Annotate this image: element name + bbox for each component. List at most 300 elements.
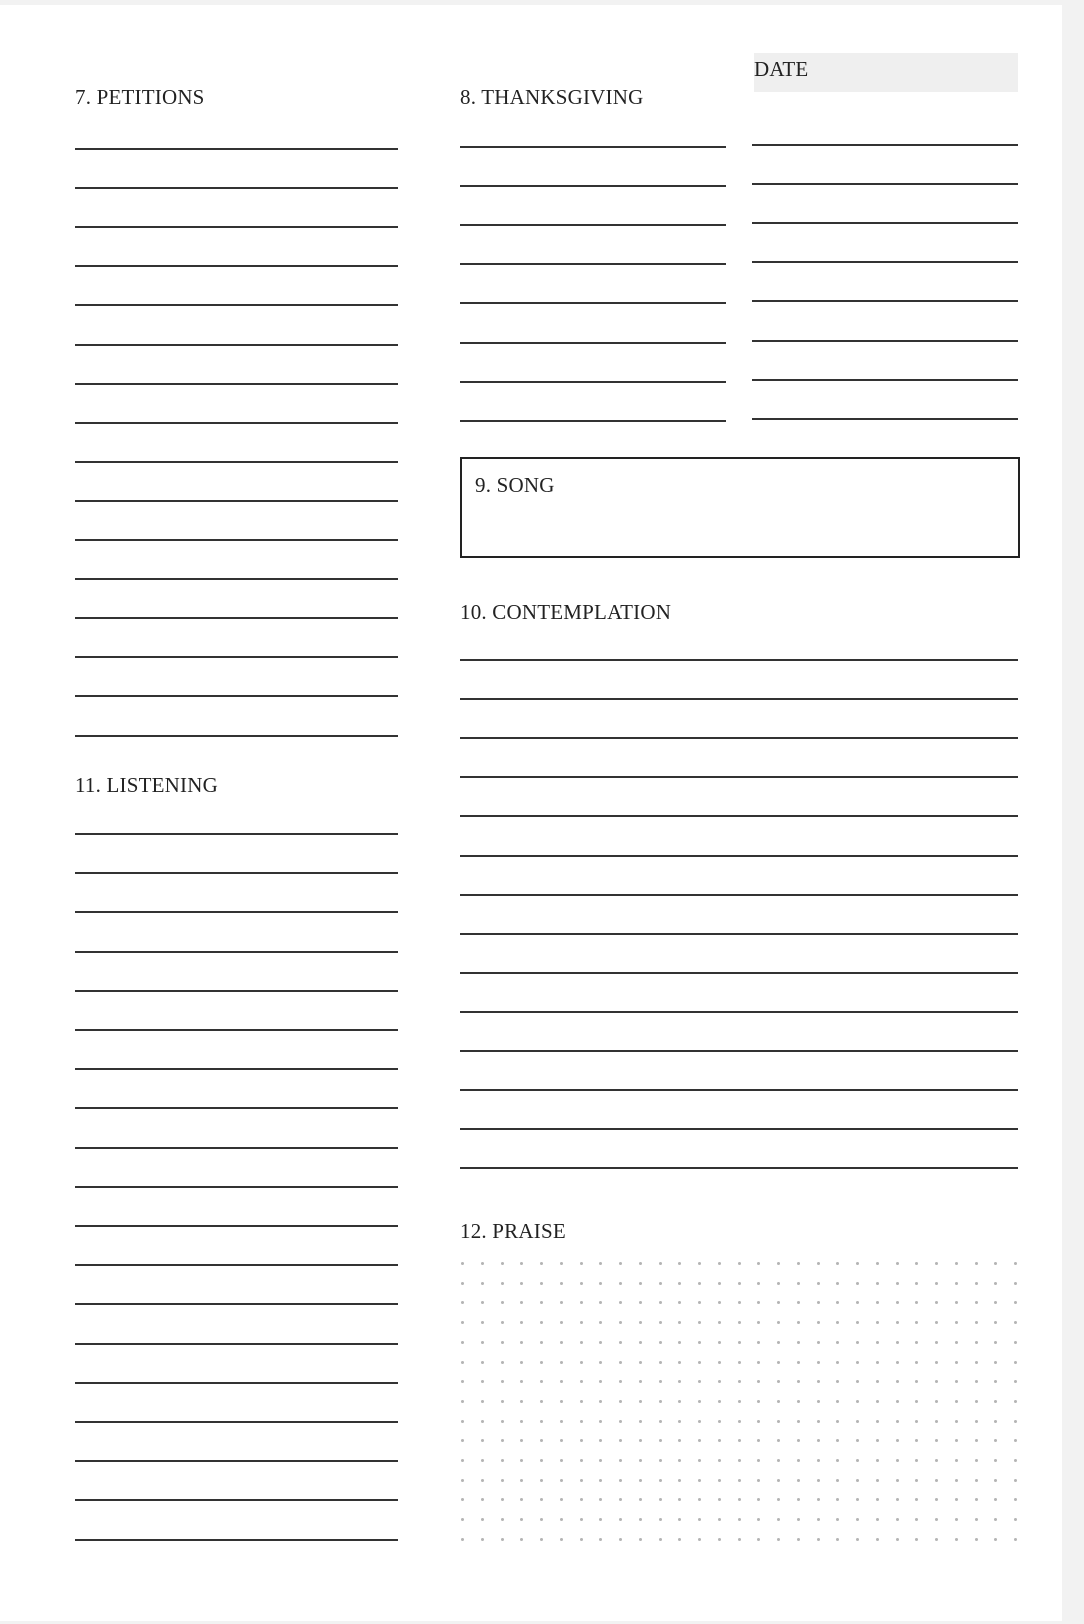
grid-dot [639, 1341, 642, 1344]
grid-dot [757, 1538, 760, 1541]
grid-dot [817, 1262, 820, 1265]
grid-dot [994, 1420, 997, 1423]
grid-dot [718, 1262, 721, 1265]
grid-dot [461, 1361, 464, 1364]
grid-dot [698, 1498, 701, 1501]
grid-dot [777, 1361, 780, 1364]
writing-line[interactable] [460, 224, 726, 226]
grid-dot [738, 1361, 741, 1364]
grid-dot [540, 1380, 543, 1383]
grid-dot [639, 1498, 642, 1501]
writing-line[interactable] [75, 1068, 398, 1070]
writing-line[interactable] [75, 422, 398, 424]
grid-dot [520, 1321, 523, 1324]
writing-line[interactable] [75, 1107, 398, 1109]
grid-dot [777, 1420, 780, 1423]
grid-dot [540, 1479, 543, 1482]
grid-dot [659, 1262, 662, 1265]
writing-line[interactable] [75, 187, 398, 189]
grid-dot [461, 1479, 464, 1482]
grid-dot [580, 1380, 583, 1383]
grid-dot [817, 1538, 820, 1541]
grid-dot [757, 1361, 760, 1364]
grid-dot [856, 1380, 859, 1383]
writing-line[interactable] [75, 1460, 398, 1462]
grid-dot [876, 1282, 879, 1285]
grid-dot [955, 1380, 958, 1383]
grid-dot [935, 1518, 938, 1521]
grid-dot [757, 1479, 760, 1482]
grid-dot [915, 1439, 918, 1442]
grid-dot [619, 1341, 622, 1344]
grid-dot [599, 1262, 602, 1265]
song-heading: 9. SONG [475, 473, 555, 497]
writing-line[interactable] [460, 776, 1018, 778]
grid-dot [560, 1361, 563, 1364]
writing-line[interactable] [460, 185, 726, 187]
writing-line[interactable] [75, 911, 398, 913]
grid-dot [777, 1538, 780, 1541]
writing-line[interactable] [75, 148, 398, 150]
grid-dot [1014, 1301, 1017, 1304]
writing-line[interactable] [75, 656, 398, 658]
listening-heading: 11. LISTENING [75, 773, 218, 797]
grid-dot [738, 1459, 741, 1462]
grid-dot [639, 1321, 642, 1324]
grid-dot [698, 1341, 701, 1344]
grid-dot [994, 1498, 997, 1501]
writing-line[interactable] [75, 265, 398, 267]
grid-dot [698, 1321, 701, 1324]
writing-line[interactable] [75, 951, 398, 953]
grid-dot [501, 1341, 504, 1344]
writing-line[interactable] [75, 1225, 398, 1227]
grid-dot [757, 1380, 760, 1383]
grid-dot [619, 1498, 622, 1501]
grid-dot [501, 1498, 504, 1501]
grid-dot [915, 1518, 918, 1521]
grid-dot [975, 1262, 978, 1265]
grid-dot [1014, 1361, 1017, 1364]
writing-line[interactable] [752, 300, 1018, 302]
writing-line[interactable] [460, 933, 1018, 935]
grid-dot [718, 1380, 721, 1383]
grid-dot [955, 1321, 958, 1324]
grid-dot [619, 1459, 622, 1462]
grid-dot [461, 1380, 464, 1383]
grid-dot [836, 1498, 839, 1501]
grid-dot [738, 1439, 741, 1442]
writing-line[interactable] [460, 1011, 1018, 1013]
grid-dot [896, 1479, 899, 1482]
grid-dot [580, 1341, 583, 1344]
writing-line[interactable] [460, 1050, 1018, 1052]
grid-dot [718, 1439, 721, 1442]
writing-line[interactable] [75, 1539, 398, 1541]
writing-line[interactable] [75, 383, 398, 385]
grid-dot [599, 1321, 602, 1324]
grid-dot [935, 1262, 938, 1265]
grid-dot [540, 1538, 543, 1541]
grid-dot [896, 1518, 899, 1521]
grid-dot [975, 1321, 978, 1324]
grid-dot [777, 1439, 780, 1442]
grid-dot [718, 1518, 721, 1521]
grid-dot [994, 1321, 997, 1324]
grid-dot [817, 1459, 820, 1462]
writing-line[interactable] [460, 698, 1018, 700]
grid-dot [757, 1400, 760, 1403]
writing-line[interactable] [460, 263, 726, 265]
grid-dot [599, 1380, 602, 1383]
grid-dot [560, 1538, 563, 1541]
grid-dot [935, 1459, 938, 1462]
grid-dot [856, 1301, 859, 1304]
grid-dot [955, 1518, 958, 1521]
grid-dot [540, 1400, 543, 1403]
grid-dot [560, 1479, 563, 1482]
grid-dot [461, 1400, 464, 1403]
writing-line[interactable] [460, 815, 1018, 817]
grid-dot [540, 1518, 543, 1521]
grid-dot [461, 1498, 464, 1501]
grid-dot [994, 1538, 997, 1541]
grid-dot [599, 1518, 602, 1521]
grid-dot [481, 1262, 484, 1265]
grid-dot [580, 1538, 583, 1541]
grid-dot [896, 1498, 899, 1501]
grid-dot [797, 1321, 800, 1324]
grid-dot [994, 1380, 997, 1383]
grid-dot [698, 1479, 701, 1482]
grid-dot [540, 1361, 543, 1364]
grid-dot [481, 1420, 484, 1423]
grid-dot [659, 1400, 662, 1403]
grid-dot [955, 1538, 958, 1541]
song-box[interactable] [460, 457, 1020, 558]
grid-dot [836, 1321, 839, 1324]
grid-dot [659, 1361, 662, 1364]
grid-dot [836, 1459, 839, 1462]
writing-line[interactable] [75, 1029, 398, 1031]
writing-line[interactable] [75, 990, 398, 992]
writing-line[interactable] [75, 1343, 398, 1345]
grid-dot [896, 1538, 899, 1541]
writing-line[interactable] [75, 461, 398, 463]
grid-dot [876, 1439, 879, 1442]
writing-line[interactable] [460, 972, 1018, 974]
grid-dot [757, 1321, 760, 1324]
grid-dot [718, 1341, 721, 1344]
writing-line[interactable] [752, 144, 1018, 146]
grid-dot [678, 1479, 681, 1482]
grid-dot [599, 1479, 602, 1482]
grid-dot [975, 1439, 978, 1442]
grid-dot [856, 1538, 859, 1541]
grid-dot [501, 1479, 504, 1482]
date-label: DATE [754, 57, 809, 81]
grid-dot [580, 1262, 583, 1265]
grid-dot [580, 1498, 583, 1501]
grid-dot [935, 1538, 938, 1541]
grid-dot [481, 1282, 484, 1285]
grid-dot [817, 1282, 820, 1285]
grid-dot [856, 1479, 859, 1482]
writing-line[interactable] [752, 418, 1018, 420]
grid-dot [975, 1361, 978, 1364]
grid-dot [797, 1301, 800, 1304]
grid-dot [501, 1380, 504, 1383]
grid-dot [738, 1538, 741, 1541]
grid-dot [817, 1439, 820, 1442]
grid-dot [856, 1282, 859, 1285]
grid-dot [678, 1380, 681, 1383]
writing-line[interactable] [460, 1089, 1018, 1091]
grid-dot [896, 1301, 899, 1304]
grid-dot [836, 1262, 839, 1265]
grid-dot [777, 1479, 780, 1482]
grid-dot [935, 1380, 938, 1383]
grid-dot [718, 1538, 721, 1541]
thanksgiving-heading: 8. THANKSGIVING [460, 85, 644, 109]
grid-dot [698, 1380, 701, 1383]
grid-dot [580, 1361, 583, 1364]
grid-dot [975, 1341, 978, 1344]
writing-line[interactable] [75, 500, 398, 502]
grid-dot [481, 1538, 484, 1541]
grid-dot [540, 1341, 543, 1344]
grid-dot [639, 1538, 642, 1541]
grid-dot [678, 1518, 681, 1521]
writing-line[interactable] [752, 340, 1018, 342]
grid-dot [975, 1459, 978, 1462]
grid-dot [599, 1439, 602, 1442]
writing-line[interactable] [460, 1128, 1018, 1130]
grid-dot [817, 1479, 820, 1482]
grid-dot [777, 1282, 780, 1285]
grid-dot [915, 1420, 918, 1423]
grid-dot [935, 1439, 938, 1442]
grid-dot [481, 1380, 484, 1383]
grid-dot [718, 1420, 721, 1423]
writing-line[interactable] [460, 894, 1018, 896]
grid-dot [580, 1321, 583, 1324]
grid-dot [738, 1301, 741, 1304]
writing-line[interactable] [75, 1421, 398, 1423]
grid-dot [520, 1439, 523, 1442]
grid-dot [777, 1262, 780, 1265]
grid-dot [580, 1439, 583, 1442]
grid-dot [975, 1282, 978, 1285]
grid-dot [461, 1439, 464, 1442]
grid-dot [994, 1282, 997, 1285]
writing-line[interactable] [75, 1303, 398, 1305]
grid-dot [836, 1301, 839, 1304]
writing-line[interactable] [460, 855, 1018, 857]
grid-dot [481, 1341, 484, 1344]
journal-page [0, 5, 1062, 1621]
writing-line[interactable] [75, 833, 398, 835]
grid-dot [659, 1439, 662, 1442]
grid-dot [678, 1439, 681, 1442]
grid-dot [639, 1380, 642, 1383]
grid-dot [955, 1341, 958, 1344]
grid-dot [619, 1380, 622, 1383]
grid-dot [678, 1361, 681, 1364]
writing-line[interactable] [460, 302, 726, 304]
grid-dot [817, 1321, 820, 1324]
grid-dot [876, 1361, 879, 1364]
grid-dot [994, 1361, 997, 1364]
grid-dot [994, 1301, 997, 1304]
grid-dot [718, 1400, 721, 1403]
grid-dot [540, 1498, 543, 1501]
grid-dot [955, 1400, 958, 1403]
grid-dot [1014, 1459, 1017, 1462]
grid-dot [757, 1420, 760, 1423]
writing-line[interactable] [75, 1147, 398, 1149]
grid-dot [639, 1439, 642, 1442]
grid-dot [639, 1400, 642, 1403]
writing-line[interactable] [460, 342, 726, 344]
grid-dot [738, 1262, 741, 1265]
grid-dot [718, 1321, 721, 1324]
writing-line[interactable] [75, 1264, 398, 1266]
grid-dot [1014, 1439, 1017, 1442]
writing-line[interactable] [75, 617, 398, 619]
grid-dot [856, 1518, 859, 1521]
grid-dot [639, 1518, 642, 1521]
date-field[interactable] [754, 53, 1018, 92]
grid-dot [599, 1538, 602, 1541]
grid-dot [599, 1361, 602, 1364]
grid-dot [678, 1282, 681, 1285]
writing-line[interactable] [75, 304, 398, 306]
grid-dot [856, 1341, 859, 1344]
writing-line[interactable] [75, 872, 398, 874]
grid-dot [560, 1518, 563, 1521]
writing-line[interactable] [75, 1186, 398, 1188]
grid-dot [935, 1479, 938, 1482]
grid-dot [896, 1262, 899, 1265]
grid-dot [955, 1459, 958, 1462]
grid-dot [836, 1538, 839, 1541]
grid-dot [757, 1262, 760, 1265]
writing-line[interactable] [460, 146, 726, 148]
grid-dot [520, 1262, 523, 1265]
grid-dot [757, 1301, 760, 1304]
grid-dot [777, 1380, 780, 1383]
grid-dot [955, 1282, 958, 1285]
grid-dot [520, 1341, 523, 1344]
grid-dot [698, 1301, 701, 1304]
grid-dot [461, 1538, 464, 1541]
grid-dot [856, 1439, 859, 1442]
grid-dot [935, 1498, 938, 1501]
grid-dot [560, 1301, 563, 1304]
grid-dot [777, 1301, 780, 1304]
writing-line[interactable] [752, 222, 1018, 224]
grid-dot [935, 1361, 938, 1364]
grid-dot [639, 1262, 642, 1265]
grid-dot [698, 1262, 701, 1265]
writing-line[interactable] [75, 735, 398, 737]
grid-dot [817, 1420, 820, 1423]
grid-dot [797, 1459, 800, 1462]
grid-dot [619, 1439, 622, 1442]
grid-dot [896, 1321, 899, 1324]
grid-dot [896, 1361, 899, 1364]
grid-dot [659, 1341, 662, 1344]
grid-dot [501, 1282, 504, 1285]
grid-dot [599, 1400, 602, 1403]
grid-dot [975, 1301, 978, 1304]
grid-dot [501, 1538, 504, 1541]
grid-dot [501, 1400, 504, 1403]
grid-dot [1014, 1518, 1017, 1521]
grid-dot [876, 1479, 879, 1482]
grid-dot [915, 1380, 918, 1383]
writing-line[interactable] [460, 737, 1018, 739]
grid-dot [481, 1459, 484, 1462]
writing-line[interactable] [752, 183, 1018, 185]
grid-dot [678, 1459, 681, 1462]
writing-line[interactable] [752, 379, 1018, 381]
writing-line[interactable] [752, 261, 1018, 263]
grid-dot [797, 1518, 800, 1521]
grid-dot [619, 1400, 622, 1403]
writing-line[interactable] [75, 539, 398, 541]
grid-dot [915, 1341, 918, 1344]
grid-dot [738, 1400, 741, 1403]
grid-dot [896, 1459, 899, 1462]
writing-line[interactable] [460, 381, 726, 383]
grid-dot [896, 1380, 899, 1383]
grid-dot [540, 1459, 543, 1462]
grid-dot [481, 1301, 484, 1304]
grid-dot [481, 1498, 484, 1501]
grid-dot [639, 1282, 642, 1285]
writing-line[interactable] [75, 344, 398, 346]
grid-dot [1014, 1400, 1017, 1403]
grid-dot [856, 1400, 859, 1403]
writing-line[interactable] [460, 420, 726, 422]
grid-dot [619, 1479, 622, 1482]
grid-dot [580, 1420, 583, 1423]
writing-line[interactable] [460, 659, 1018, 661]
writing-line[interactable] [75, 1499, 398, 1501]
grid-dot [896, 1400, 899, 1403]
contemplation-heading: 10. CONTEMPLATION [460, 600, 672, 624]
grid-dot [975, 1538, 978, 1541]
writing-line[interactable] [75, 695, 398, 697]
grid-dot [639, 1301, 642, 1304]
grid-dot [639, 1479, 642, 1482]
writing-line[interactable] [75, 226, 398, 228]
writing-line[interactable] [460, 1167, 1018, 1169]
grid-dot [599, 1341, 602, 1344]
grid-dot [955, 1479, 958, 1482]
grid-dot [797, 1400, 800, 1403]
grid-dot [619, 1361, 622, 1364]
grid-dot [777, 1459, 780, 1462]
writing-line[interactable] [75, 578, 398, 580]
grid-dot [718, 1301, 721, 1304]
writing-line[interactable] [75, 1382, 398, 1384]
grid-dot [797, 1479, 800, 1482]
grid-dot [718, 1361, 721, 1364]
grid-dot [540, 1282, 543, 1285]
